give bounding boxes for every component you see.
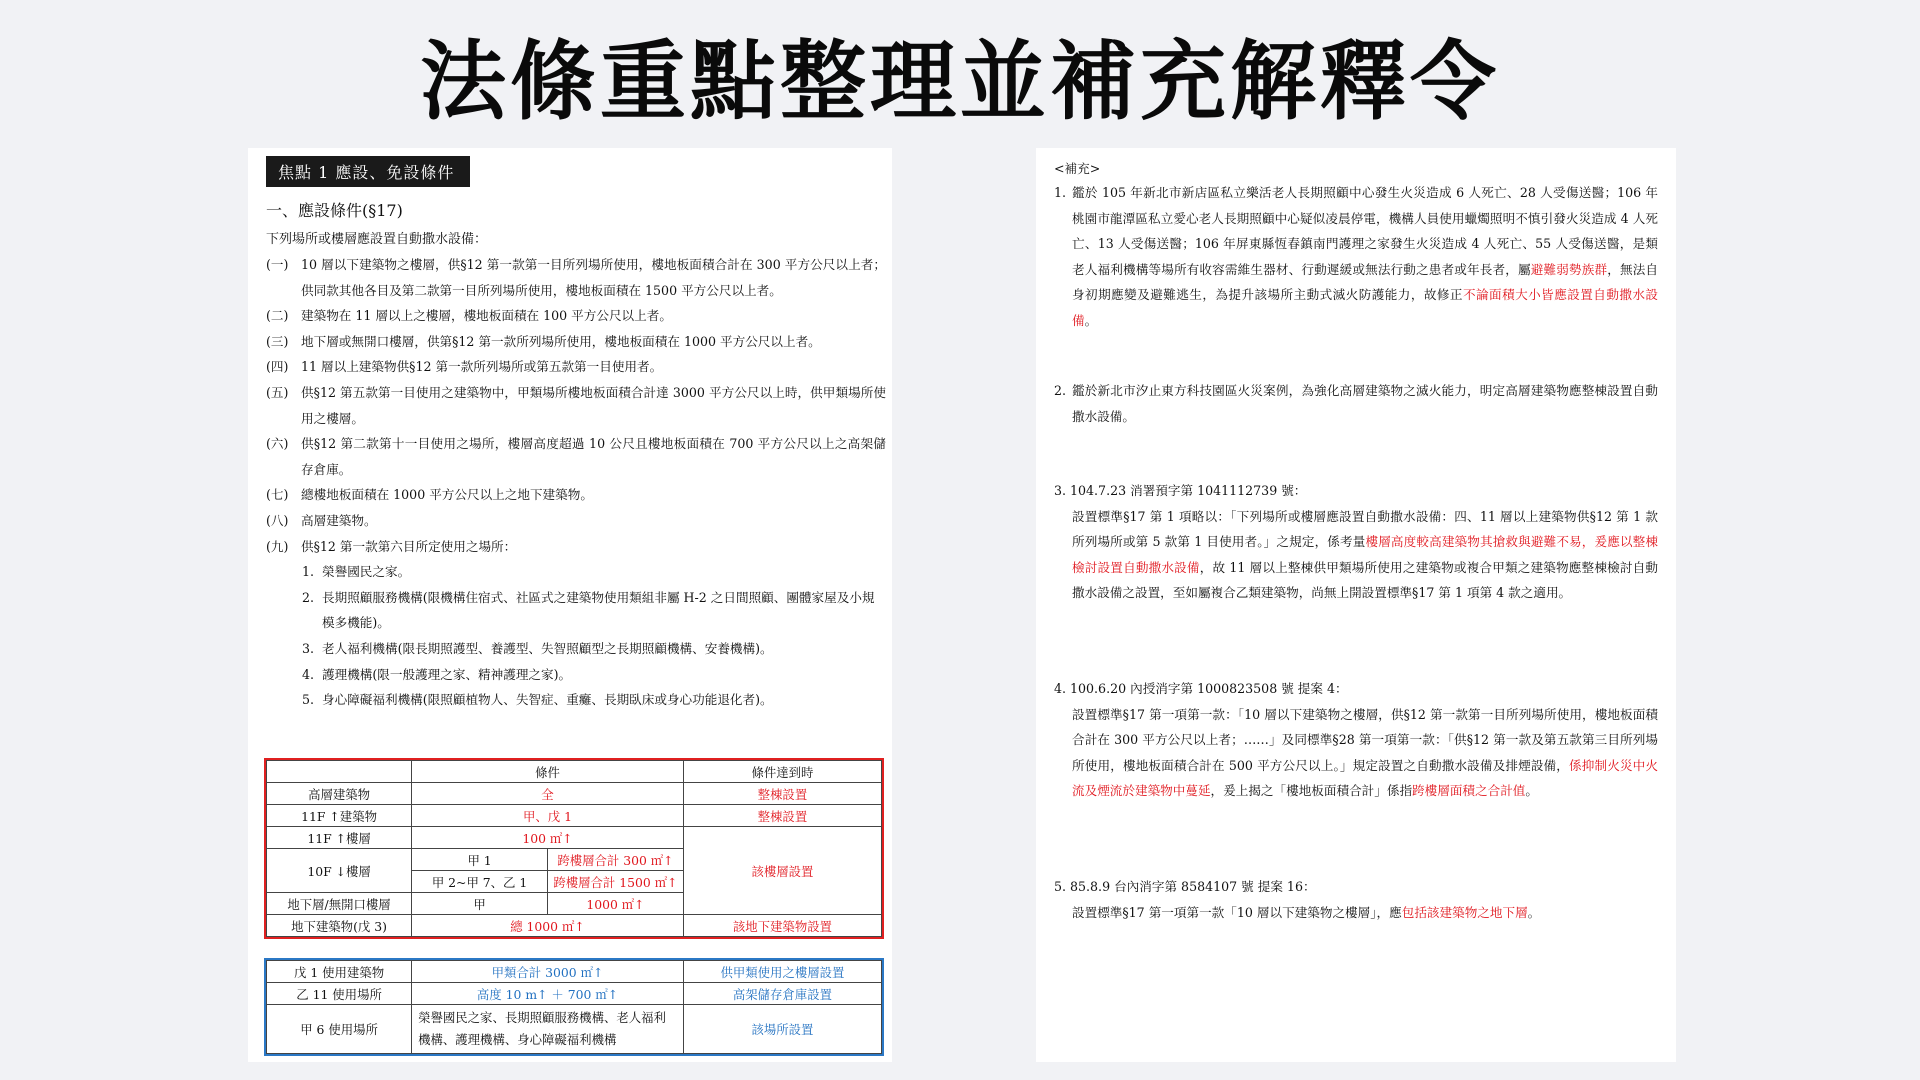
table-row: 甲 2~甲 7、乙 1 跨樓層合計 1500 ㎡↑ bbox=[267, 871, 882, 893]
body-text: ，無法自身初期應變及避難逃生，為提升該場所主動式滅火防護能力，故修正 bbox=[1072, 261, 1659, 303]
clause-item: (九) 供§12 第一款第六目所定使用之場所： bbox=[266, 538, 517, 554]
sub-item: 2. 長期照顧服務機構(限機構住宿式、社區式之建築物使用類組非屬 H-2 之日間照顧、團體家屋及小規模多機能)。 bbox=[302, 589, 875, 631]
right-document-page bbox=[1036, 148, 1676, 1062]
note-4 bbox=[1054, 676, 1658, 804]
body-text: 設置標準§17 第一項第一款：「10 層以下建築物之樓層，供§12 第一款第一目所列場所使用，樓地板面積合計在 300 平方公尺以上者；……」及同標準§28 第一項第一款：「供§12 第一款及第五款第三目所列場所使用，樓地板面積合計在 500 平方公尺以上。」規定設置之自動撒水設備及排煙設備， bbox=[1072, 706, 1658, 773]
page-title: 法條重點整理並補充解釋令 bbox=[420, 32, 1500, 132]
sub-item: 4. 護理機構(限一般護理之家、精神護理之家)。 bbox=[302, 666, 572, 682]
highlight-text: 不論面積大小皆應設置自動撒水設備 bbox=[1072, 287, 1659, 328]
table-row: 地下層/無開口樓層 甲 1000 ㎡↑ bbox=[267, 893, 882, 915]
body-text: 。 bbox=[1084, 312, 1098, 328]
red-condition-table bbox=[266, 760, 882, 937]
body-text: 設置標準§17 第 1 項略以：「下列場所或樓層應設置自動撒水設備：四、11 層以上建築物供§12 第 1 款所列場所或第 5 款第 1 目使用者。」之規定，係考量 bbox=[1072, 508, 1658, 550]
supplement-label: <補充> bbox=[1054, 161, 1101, 176]
clause-item: (七) 總樓地板面積在 1000 平方公尺以上之地下建築物。 bbox=[266, 487, 593, 503]
body-text: ，故 11 層以上整棟供甲類場所使用之建築物或複合甲類之建築物應整棟檢討自動撒水設備之設置，至如屬複合乙類建築物，尚無上開設置標準§17 第 1 項第 4 款之適用。 bbox=[1072, 559, 1658, 601]
body-text: 鑑於新北市汐止東方科技園區火災案例，為強化高層建築物之滅火能力，明定高層建築物應整棟設置自動撒水設備。 bbox=[1072, 383, 1658, 424]
sub-item: 3. 老人福利機構(限長期照護型、養護型、失智照顧型之長期照顧機構、安養機構)。 bbox=[302, 640, 773, 656]
table-row bbox=[267, 761, 882, 783]
left-document-page bbox=[248, 148, 892, 1062]
clause-list bbox=[266, 252, 886, 713]
table-row: 乙 11 使用場所 高度 10 m↑ ＋ 700 ㎡↑ 高架儲存倉庫設置 bbox=[267, 983, 882, 1005]
clause-item: (六) 供§12 第二款第十一目使用之場所，樓層高度超過 10 公尺且樓地板面積在 700 平方公尺以上之高架儲存倉庫。 bbox=[266, 436, 886, 477]
highlight-text: 跨樓層面積之合計值 bbox=[1412, 783, 1526, 799]
clause-item: (三) 地下層或無開口樓層，供第§12 第一款所列場所使用，樓地板面積在 1000 平方公尺以上者。 bbox=[266, 333, 821, 349]
header-cell: 條件 bbox=[412, 761, 684, 783]
highlight-text: 係抑制火災中火流及煙流於建築物中蔓延 bbox=[1072, 757, 1659, 799]
note-3-heading: 3. 104.7.23 消署預字第 1041112739 號： bbox=[1054, 483, 1307, 498]
section-heading: 一、應設條件(§17) bbox=[266, 201, 403, 220]
blue-condition-table bbox=[266, 960, 882, 1054]
clause-item: (八) 高層建築物。 bbox=[266, 512, 377, 528]
highlight-text: 樓層高度較高建築物其搶救與避難不易，爰應以整棟檢討設置自動撒水設備 bbox=[1072, 534, 1658, 575]
note-3 bbox=[1054, 478, 1658, 606]
sub-item: 1. 榮譽國民之家。 bbox=[302, 564, 411, 580]
table-row: 高層建築物 全 整棟設置 bbox=[267, 783, 882, 805]
header-cell: 條件達到時 bbox=[683, 761, 881, 783]
table-row: 10F ↓樓層 甲 1 跨樓層合計 300 ㎡↑ bbox=[267, 849, 882, 871]
merged-result-cell: 該樓層設置 bbox=[683, 827, 881, 915]
highlight-text: 避難弱勢族群 bbox=[1530, 261, 1608, 277]
sub-item: 5. 身心障礙福利機構(限照顧植物人、失智症、重癱、長期臥床或身心功能退化者)。 bbox=[302, 692, 773, 708]
note-5 bbox=[1054, 874, 1658, 925]
clause-item: (五) 供§12 第五款第一目使用之建築物中，甲類場所樓地板面積合計達 3000 平方公尺以上時，供甲類場所使用之樓層。 bbox=[266, 384, 886, 426]
table-row: 戊 1 使用建築物 甲類合計 3000 ㎡↑ 供甲類使用之樓層設置 bbox=[267, 961, 882, 983]
focus-label: 焦點 1 應設、免設條件 bbox=[266, 156, 470, 187]
table-row: 11F ↑樓層 100 ㎡↑ 該樓層設置 bbox=[267, 827, 882, 849]
highlight-text: 包括該建築物之地下層 bbox=[1401, 904, 1528, 920]
note-4-heading: 4. 100.6.20 內授消字第 1000823508 號 提案 4： bbox=[1054, 681, 1348, 696]
body-text: 。 bbox=[1525, 783, 1538, 799]
body-text: ，爰上揭之「樓地板面積合計」係指 bbox=[1210, 783, 1413, 799]
body-text: 。 bbox=[1527, 904, 1541, 920]
table-row: 11F ↑建築物 甲、戊 1 整棟設置 bbox=[267, 805, 882, 827]
body-text: 設置標準§17 第一項第一款「10 層以下建築物之樓層」，應 bbox=[1072, 904, 1402, 920]
clause-item: (二) 建築物在 11 層以上之樓層，樓地板面積在 100 平方公尺以上者。 bbox=[266, 308, 672, 324]
table-row: 甲 6 使用場所 榮譽國民之家、長期照顧服務機構、老人福利機構、護理機構、身心障礙福利機構 該場所設置 bbox=[267, 1005, 882, 1054]
body-text: 鑑於 105 年新北市新店區私立樂活老人長期照顧中心發生火災造成 6 人死亡、28 人受傷送醫；106 年桃園市龍潭區私立愛心老人長期照顧中心疑似凌晨停電，機構人員使用蠟燭照明不慎引發火災造成 4 人死亡、13 人受傷送醫；106 年屏東縣恆春鎮南門護理之家發生火災造成 4 人死亡、55 人受傷送醫，是類老人福利機構等場所有收容需維生器材、行動遲緩或無法行動之患者或年長者，屬 bbox=[1072, 185, 1658, 277]
intro-text: 下列場所或樓層應設置自動撒水設備： bbox=[266, 232, 488, 247]
clause-item: (四) 11 層以上建築物供§12 第一款所列場所或第五款第一目使用者。 bbox=[266, 359, 663, 375]
note-1: 1. 鑑於 105 年新北市新店區私立樂活老人長期照顧中心發生火災造成 6 人死亡、28 人受傷送醫；106 年桃園市龍潭區私立愛心老人長期照顧中心疑似凌晨停電，機構人員使用蠟燭照明不慎引發火災造成 4 人死亡、13 人受傷送醫；106 年屏東縣恆春鎮南門護理之家發生火災造成 4 人死亡、55 人受傷送醫，是類老人福利機構等場所有收容需維生器材、行動遲緩或無法行動之患者或年長者，屬避難弱勢族群，無法自身初期應變及避難逃生，為提升該場所主動式滅火防護能力，故修正不論面積大小皆應設置自動撒水設備。 bbox=[1054, 185, 1659, 328]
clause-item: (一) 10 層以下建築物之樓層，供§12 第一款第一目所列場所使用，樓地板面積合計在 300 平方公尺以上者；供同款其他各目及第二款第一目所列場所使用，樓地板面積在 1500 平方公尺以上者。 bbox=[266, 257, 886, 298]
note-5-heading: 5. 85.8.9 台內消字第 8584107 號 提案 16： bbox=[1054, 879, 1316, 894]
table-row: 地下建築物(戊 3) 總 1000 ㎡↑ 該地下建築物設置 bbox=[267, 915, 882, 937]
note-2: 2. 鑑於新北市汐止東方科技園區火災案例，為強化高層建築物之滅火能力，明定高層建築物應整棟設置自動撒水設備。 bbox=[1054, 383, 1658, 424]
